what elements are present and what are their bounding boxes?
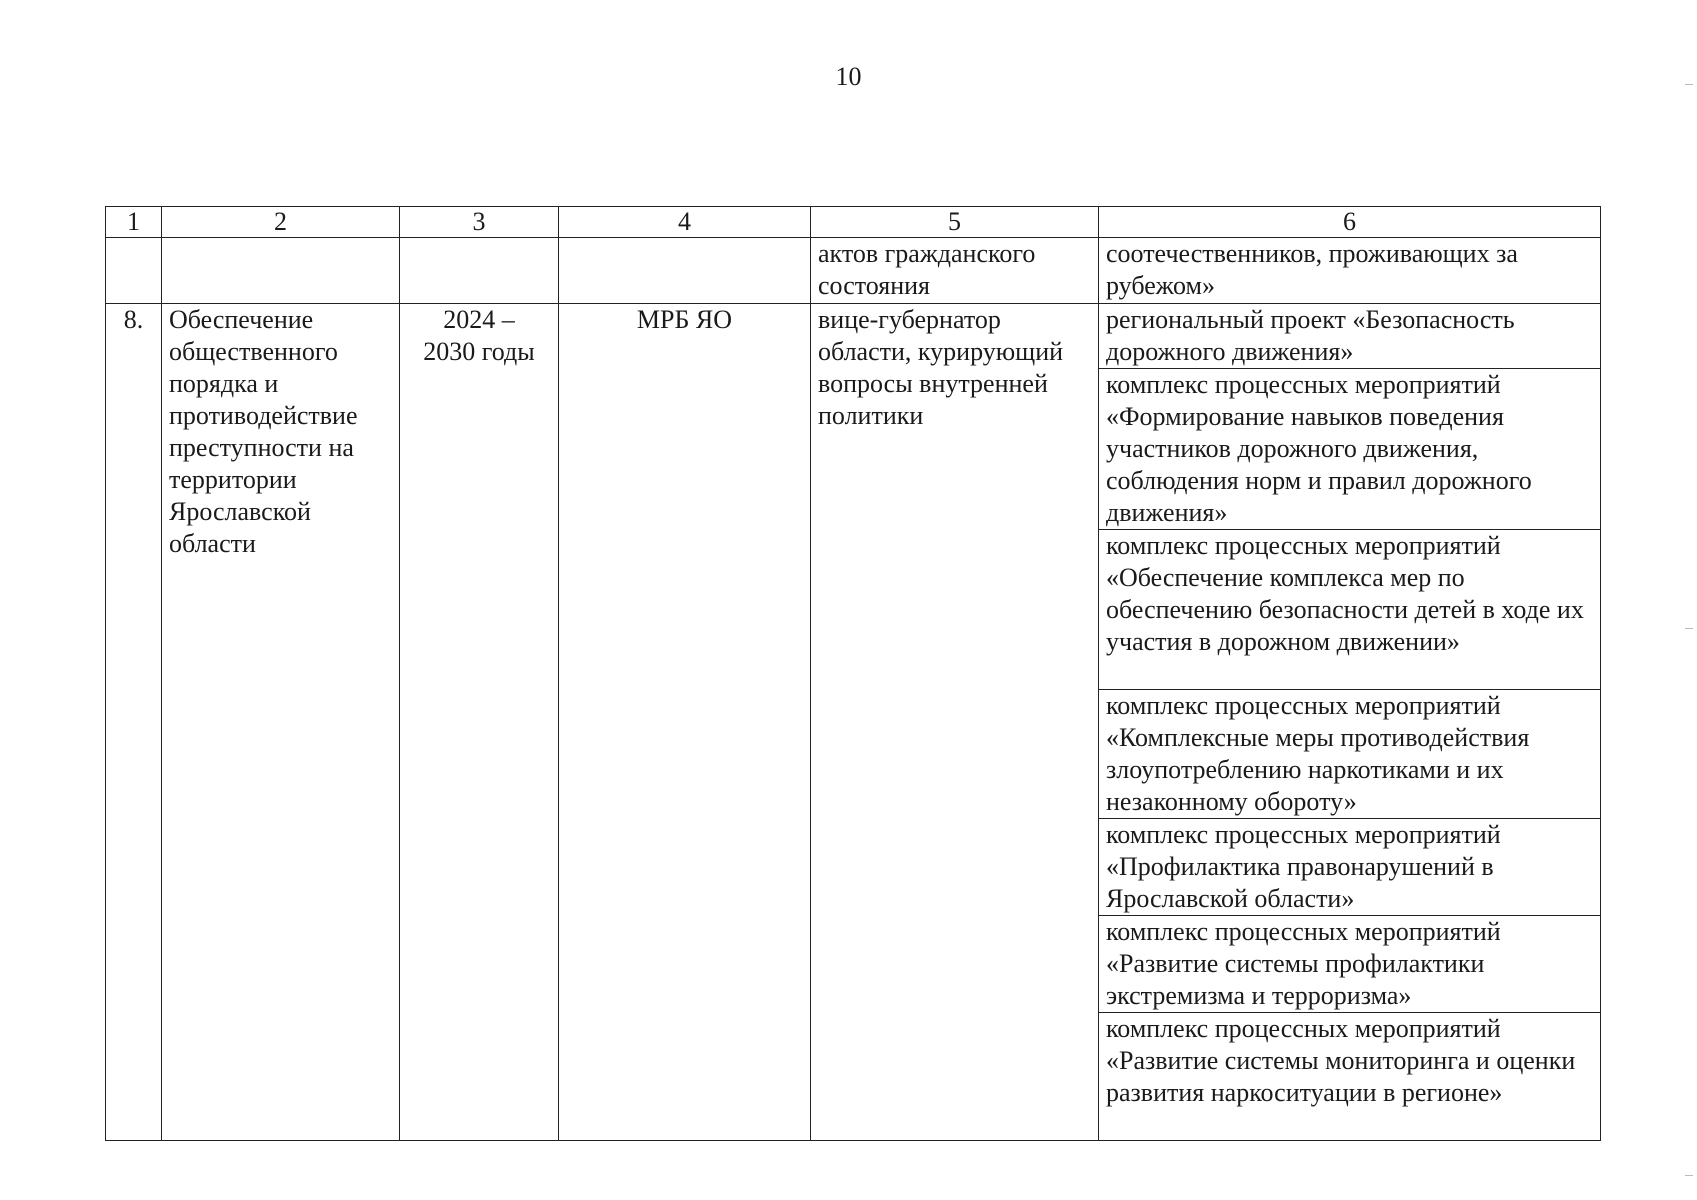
project-item: комплекс процессных мероприятий «Комплексные меры противодействия злоупотреблению наркотиками и их незаконному обороту» — [1099, 690, 1601, 819]
scan-margin-mark — [1685, 628, 1693, 629]
curator-continuation: актов гражданского состояния — [811, 238, 1099, 304]
period-end: 2030 годы — [423, 337, 535, 366]
project-item: комплекс процессных мероприятий «Обеспечение комплекса мер по обеспечению безопасности детей в ходе их участия в дорожном движении» — [1099, 530, 1601, 690]
header-cell-5: 5 — [811, 207, 1099, 238]
table-row-8 — [106, 304, 1601, 369]
program-executor: МРБ ЯО — [559, 304, 811, 1141]
project-item: комплекс процессных мероприятий «Профилактика правонарушений в Ярославской области» — [1099, 819, 1601, 916]
project-item: комплекс процессных мероприятий «Развитие системы профилактики экстремизма и терроризма» — [1099, 916, 1601, 1013]
header-cell-3: 3 — [400, 207, 559, 238]
cell-empty — [106, 238, 162, 304]
table-row-continuation — [106, 238, 1601, 304]
cell-empty — [559, 238, 811, 304]
program-curator: вице-губернатор области, курирующий вопросы внутренней политики — [811, 304, 1099, 1141]
page-number: 10 — [835, 62, 862, 91]
header-cell-2: 2 — [162, 207, 400, 238]
project-item: комплекс процессных мероприятий «Формирование навыков поведения участников дорожного движения, соблюдения норм и правил дорожного движения» — [1099, 369, 1601, 530]
program-period — [400, 304, 559, 1141]
header-cell-4: 4 — [559, 207, 811, 238]
project-item: комплекс процессных мероприятий «Развитие системы мониторинга и оценки развития наркоситуации в регионе» — [1099, 1013, 1601, 1141]
period-start: 2024 – — [443, 305, 515, 334]
program-name: Обеспечение общественного порядка и противодействие преступности на территории Ярославской области — [162, 304, 400, 1141]
table-header-row — [106, 207, 1601, 238]
project-item: региональный проект «Безопасность дорожного движения» — [1099, 304, 1601, 369]
cell-empty — [400, 238, 559, 304]
scan-margin-mark — [1685, 1175, 1693, 1176]
header-cell-1: 1 — [106, 207, 162, 238]
header-cell-6: 6 — [1099, 207, 1601, 238]
project-continuation: соотечественников, проживающих за рубежом» — [1099, 238, 1601, 304]
programs-table — [105, 206, 1601, 1141]
scan-margin-mark — [1685, 84, 1693, 85]
cell-empty — [162, 238, 400, 304]
row-number: 8. — [106, 304, 162, 1141]
